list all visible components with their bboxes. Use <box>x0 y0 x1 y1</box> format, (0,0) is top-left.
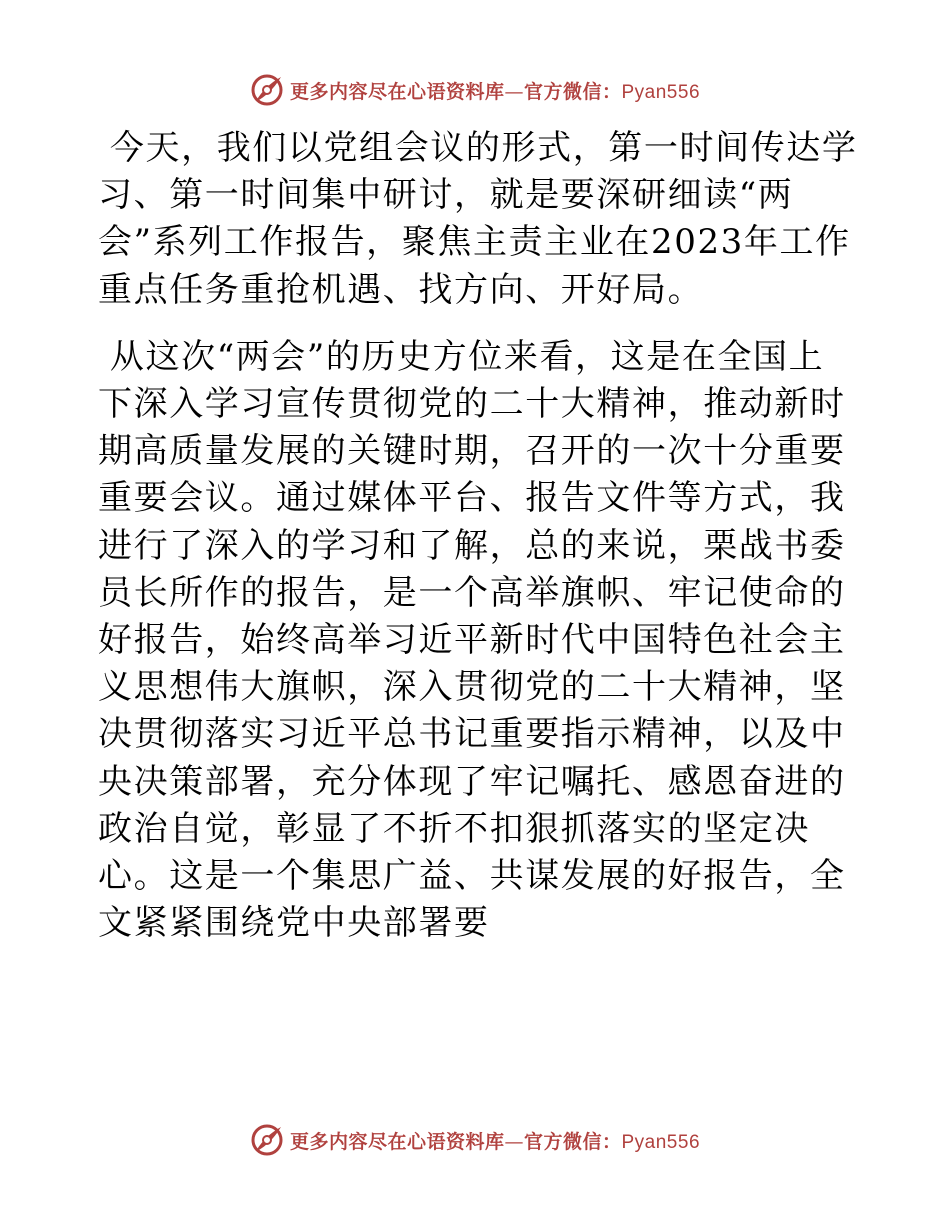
header-banner <box>0 70 950 110</box>
header-contact-text: 官方微信： <box>523 80 622 103</box>
quill-circle-logo-icon <box>250 1123 284 1157</box>
paragraph-2: 从这次“两会”的历史方位来看，这是在全国上下深入学习宣传贯彻党的二十大精神，推动新时期高质量发展的关键时期，召开的一次十分重要重要会议。通过媒体平台、报告文件等方式，我进行了深入的学习和了解，总的来说，栗战书委员长所作的报告，是一个高举旗帜、牢记使命的好报告，始终高举习近平新时代中国特色社会主义思想伟大旗帜，深入贯彻党的二十大精神，坚决贯彻落实习近平总书记重要指示精神，以及中央决策部署，充分体现了牢记嘱托、感恩奋进的政治自觉，彰显了不折不扣狠抓落实的坚定决心。这是一个集思广益、共谋发展的好报告，全文紧紧围绕党中央部署要 <box>98 336 846 944</box>
document-body <box>98 125 858 947</box>
footer-contact-id: Pyan556 <box>621 1131 701 1153</box>
header-contact-id: Pyan556 <box>621 81 701 103</box>
footer-separator: — <box>504 1130 524 1153</box>
paragraph-1: 今天，我们以党组会议的形式，第一时间传达学习、第一时间集中研讨，就是要深研细读“两会”系列工作报告，聚焦主责主业在2023年工作重点任务重抢机遇、找方向、开好局。 <box>98 128 858 310</box>
footer-text <box>290 1127 700 1154</box>
footer-contact-text: 官方微信： <box>523 1130 622 1153</box>
header-text <box>290 77 700 104</box>
header-separator: — <box>504 80 524 103</box>
footer-site-text: 更多内容尽在心语资料库 <box>289 1130 505 1153</box>
quill-circle-logo-icon <box>250 73 284 107</box>
header-site-text: 更多内容尽在心语资料库 <box>289 80 505 103</box>
footer-banner <box>0 1120 950 1160</box>
